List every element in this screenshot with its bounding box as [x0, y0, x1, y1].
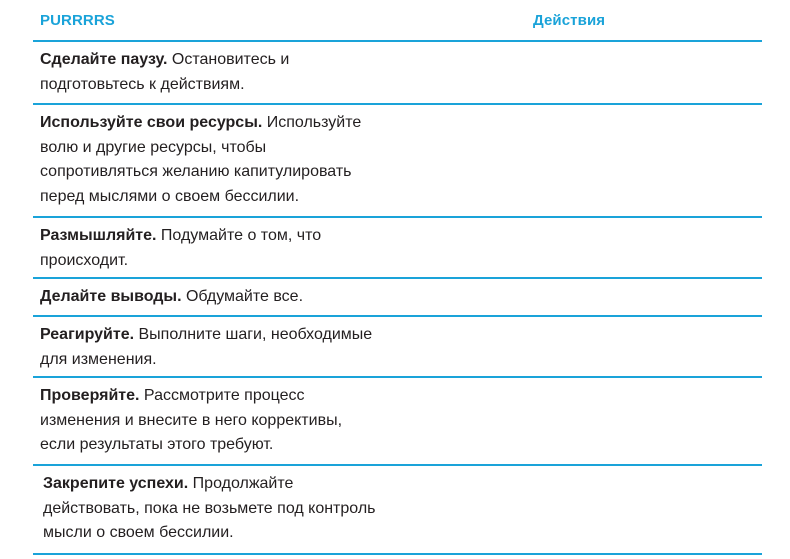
step-description: [40, 323, 375, 372]
action-cell: [533, 105, 762, 216]
table-row: [33, 42, 762, 105]
table-header-row: [33, 0, 762, 42]
step-text: Обдумайте все.: [181, 288, 304, 305]
table-row: [33, 466, 762, 555]
step-cell: [33, 42, 533, 103]
step-description: [40, 472, 378, 546]
step-description: [40, 111, 375, 209]
step-term: Закрепите успехи.: [43, 475, 189, 492]
table-row: [33, 105, 762, 218]
step-cell: [33, 105, 533, 216]
step-term: Проверяйте.: [40, 387, 140, 404]
step-text: Продолжайте действовать, пока не возьмете под контроль мысли о своем бессилии.: [43, 475, 376, 541]
step-description: [40, 384, 375, 458]
step-text: Рассмотрите процесс изменения и внесите в него коррективы, если результаты этого требуют.: [40, 387, 343, 453]
table-row: [33, 279, 762, 317]
step-cell: [33, 466, 533, 553]
step-term: Размышляйте.: [40, 227, 157, 244]
step-text: Выполните шаги, необходимые для изменения.: [40, 326, 373, 368]
step-term: Сделайте паузу.: [40, 51, 168, 68]
action-cell: [533, 378, 762, 464]
table-row: [33, 317, 762, 378]
step-term: Делайте выводы.: [40, 288, 182, 305]
table-row: [33, 378, 762, 466]
purrrrs-table: [33, 0, 762, 555]
step-description: [40, 285, 375, 310]
step-text: Используйте волю и другие ресурсы, чтобы сопротивляться желанию капитулировать перед мыслями о своем бессилии.: [40, 114, 362, 205]
step-description: [40, 48, 375, 97]
action-cell: [533, 466, 762, 553]
action-cell: [533, 279, 762, 315]
table-row: [33, 218, 762, 279]
action-cell: [533, 317, 762, 376]
header-actions: Действия: [533, 11, 606, 29]
step-description: [40, 224, 375, 273]
action-cell: [533, 218, 762, 277]
step-cell: [33, 378, 533, 464]
step-text: Остановитесь и подготовьтесь к действиям.: [40, 51, 290, 93]
step-cell: [33, 279, 533, 315]
header-steps: PURRRRS: [40, 11, 115, 29]
step-text: Подумайте о том, что происходит.: [40, 227, 322, 269]
step-term: Реагируйте.: [40, 326, 135, 343]
step-cell: [33, 218, 533, 277]
step-term: Используйте свои ресурсы.: [40, 114, 263, 131]
action-cell: [533, 42, 762, 103]
step-cell: [33, 317, 533, 376]
